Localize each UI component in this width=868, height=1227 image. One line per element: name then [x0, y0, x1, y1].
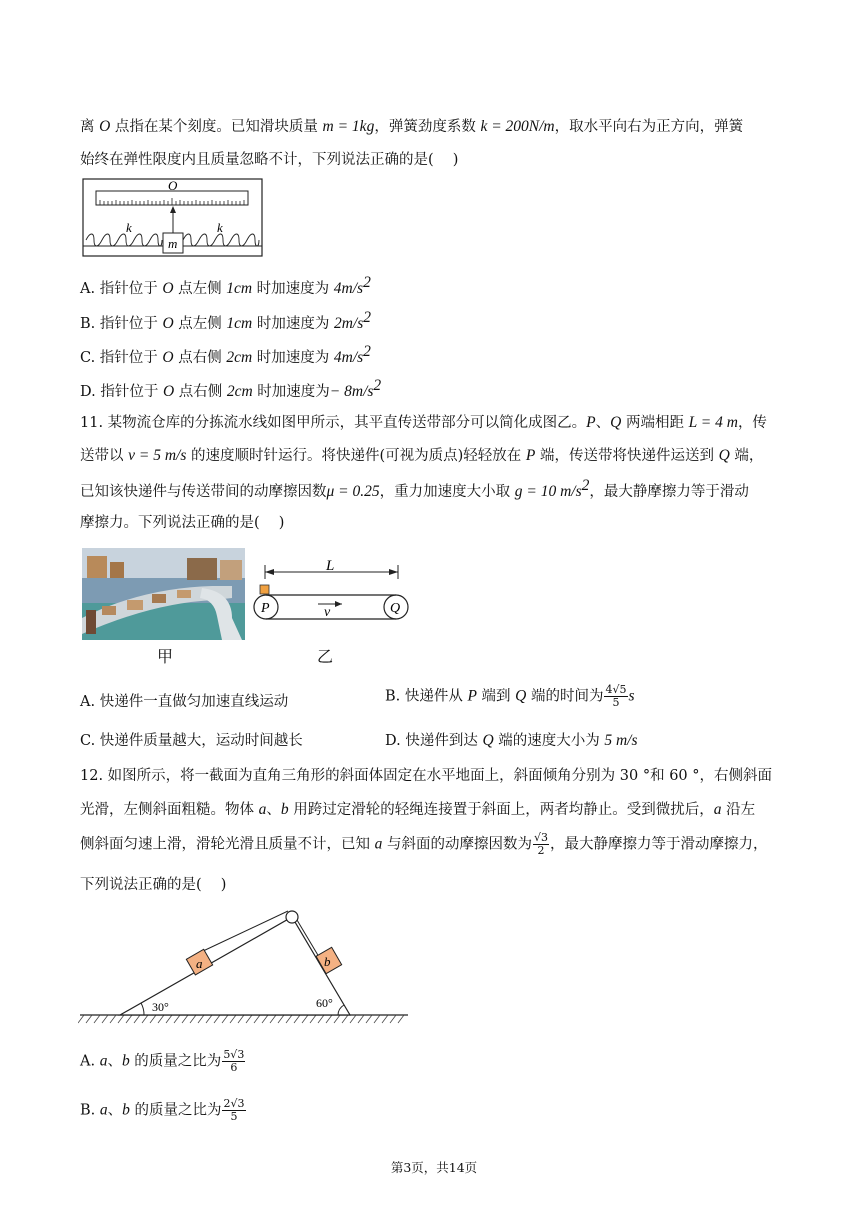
fraction-5sqrt3-over-6: $\frac{5√3}{6}$ — [223, 1048, 245, 1074]
q11-option-a[interactable]: A. 快递件一直做匀加速直线运动 — [80, 694, 289, 710]
label-L: L — [326, 558, 335, 574]
page-footer: 第3页，共14页 — [390, 1160, 478, 1175]
q11-text-line2: 送带以 v = 5 m/s 的速度顺时针运行。将快递件(可视为质点)轻轻放在 P 端，传送带将快递件运送到 Q 端， — [80, 447, 764, 464]
label-k-right: k — [217, 220, 223, 235]
warehouse-photo — [82, 548, 245, 640]
q12-text-line1: 12. 如图所示，将一截面为直角三角形的斜面体固定在水平地面上，斜面倾角分别为 30 °和 60 °，右侧斜面 — [80, 768, 773, 784]
fraction-4sqrt5-over-5: $\frac{4√5}{5}$ — [605, 683, 627, 709]
q10-option-a[interactable]: A. 指针位于 O 点左侧 1cm 时加速度为 $4m/s^2$ — [80, 274, 371, 297]
q11-text-line3: 已知该快递件与传送带间的动摩擦因数μ = 0.25，重力加速度大小取 g = 10 $m/s^2$，最大静摩擦力等于滑动 — [80, 477, 749, 500]
spring-left — [86, 234, 162, 246]
q12-option-b[interactable]: B. a、b 的质量之比为 $\frac{2√3}{5}$ — [80, 1097, 245, 1123]
q10-option-d[interactable]: D. 指针位于 O 点右侧 2cm 时加速度为− $8m/s^2$ — [80, 377, 382, 400]
q12-text-line3: 侧斜面匀速上滑，滑轮光滑且质量不计，已知 a 与斜面的动摩擦因数为 $\frac{√3}{2}$ ，最大静摩擦力等于滑动摩擦力， — [80, 831, 768, 857]
pointer-arrow-icon — [170, 206, 176, 213]
q10-option-c[interactable]: C. 指针位于 O 点右侧 2cm 时加速度为 $4m/s^2$ — [80, 343, 371, 366]
label-v: v — [324, 605, 331, 620]
caption-jia: 甲 — [157, 647, 174, 666]
arrow-left-icon — [265, 569, 274, 575]
q11-text-line1: 11. 某物流仓库的分拣流水线如图甲所示，其平直传送带部分可以简化成图乙。P、Q 两端相距 L = 4 m，传 — [80, 414, 767, 431]
q11-text-line4: 摩擦力。下列说法正确的是( ) — [80, 515, 285, 531]
package-block — [260, 585, 269, 594]
q10-text-line1: 离 O 点指在某个刻度。已知滑块质量 m = 1kg，弹簧劲度系数 k = 200N/m，取水平向右为正方向，弹簧 — [80, 118, 744, 135]
label-60: 60° — [316, 996, 333, 1010]
q11-option-c[interactable]: C. 快递件质量越大，运动时间越长 — [80, 733, 303, 749]
fraction-sqrt3-over-2: $\frac{√3}{2}$ — [533, 831, 548, 857]
caption-yi: 乙 — [317, 647, 334, 666]
label-a: a — [196, 956, 203, 971]
q10-option-b[interactable]: B. 指针位于 O 点左侧 1cm 时加速度为 $2m/s^2$ — [80, 309, 371, 332]
velocity-arrow-icon — [335, 601, 342, 607]
q12-text-line2: 光滑，左侧斜面粗糙。物体 a、b 用跨过定滑轮的轻绳连接置于斜面上，两者均静止。受到微扰后，a 沿左 — [80, 801, 756, 818]
q11-option-d[interactable]: D. 快递件到达 Q 端的速度大小为 5 m/s — [385, 732, 638, 749]
label-m: m — [168, 236, 178, 251]
q12-text-line4: 下列说法正确的是( ) — [80, 877, 227, 893]
q11-option-b[interactable]: B. 快递件从 P 端到 Q 端的时间为 $\frac{4√5}{5}$ s — [385, 683, 635, 709]
conveyor-belt-diagram — [250, 552, 415, 632]
label-P: P — [261, 601, 270, 616]
spring-slider-figure — [82, 178, 264, 258]
incline-pulley-diagram — [78, 905, 410, 1027]
spring-right — [183, 234, 259, 246]
label-b: b — [324, 954, 331, 969]
label-30: 30° — [152, 1000, 169, 1014]
arrow-right-icon — [389, 569, 398, 575]
pulley — [286, 911, 298, 923]
q12-option-a[interactable]: A. a、b 的质量之比为 $\frac{5√3}{6}$ — [80, 1048, 245, 1074]
label-k-left: k — [126, 220, 132, 235]
label-O: O — [168, 178, 178, 193]
q10-text-line2: 始终在弹性限度内且质量忽略不计，下列说法正确的是( ) — [80, 152, 459, 168]
fraction-2sqrt3-over-5: $\frac{2√3}{5}$ — [223, 1097, 245, 1123]
label-Q: Q — [390, 601, 401, 616]
